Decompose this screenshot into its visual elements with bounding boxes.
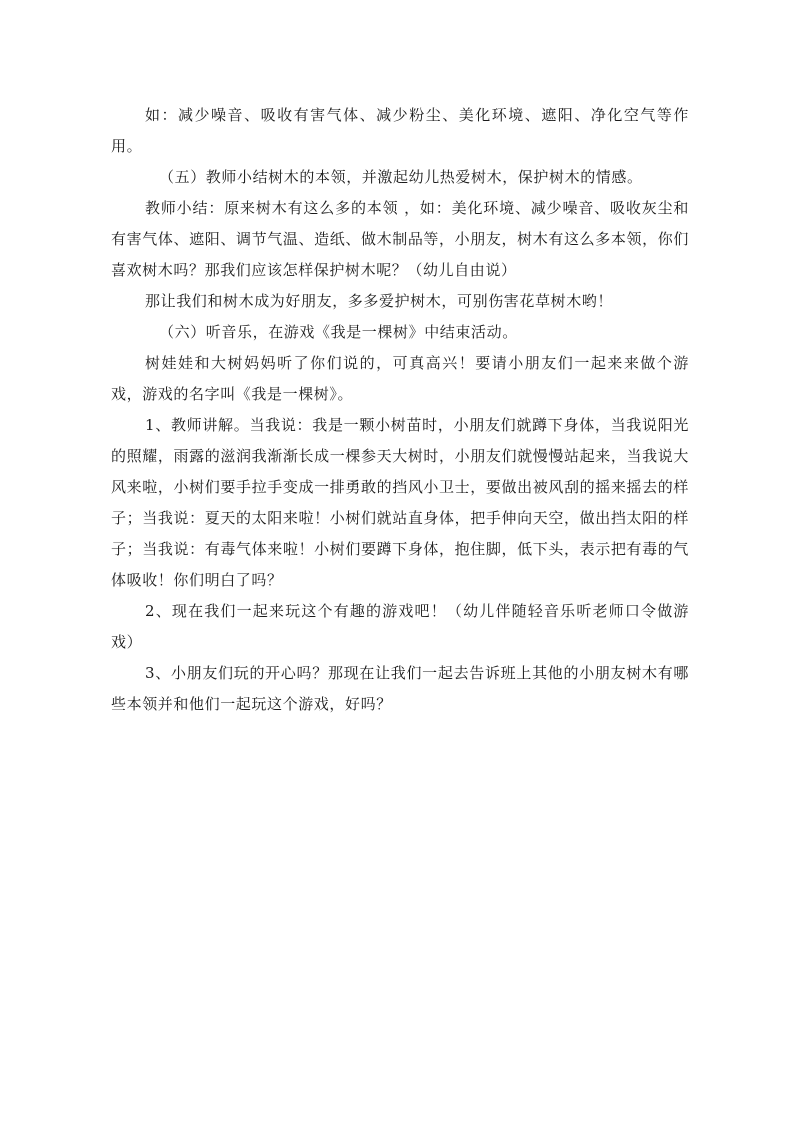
section-heading-5: （五）教师小结树木的本领，并激起幼儿热爱树木，保护树木的情感。 xyxy=(159,168,643,186)
paragraph-step-1: 1、教师讲解。当我说：我是一颗小树苗时，小朋友们就蹲下身体，当我说阳光的照耀，雨露的滋润我渐渐长成一棵参天大树时，小朋友们就慢慢站起来，当我说大风来啦，小树们要手拉手变成一排勇敢的挡风小卫士，要做出被风刮的摇来摇去的样子；当我说：夏天的太阳来啦！小树们就站直身体，把手伸向天空，做出挡太阳的样子；当我说：有毒气体来啦！小树们要蹲下身体，抱住脚，低下头，表示把有毒的气体吸收！你们明白了吗？ xyxy=(111,416,689,589)
paragraph-step-2: 2、现在我们一起来玩这个有趣的游戏吧！（幼儿伴随轻音乐听老师口令做游戏） xyxy=(111,602,689,651)
section-heading-6: （六）听音乐，在游戏《我是一棵树》中结束活动。 xyxy=(159,323,518,341)
document-page xyxy=(111,100,689,720)
paragraph-step-3: 3、小朋友们玩的开心吗？那现在让我们一起去告诉班上其他的小朋友树木有哪些本领并和他们一起玩这个游戏，好吗？ xyxy=(111,664,689,713)
paragraph-teacher-summary: 教师小结：原来树木有这么多的本领 ，如：美化环境、减少噪音、吸收灰尘和有害气体、遮阳、调节气温、造纸、做木制品等，小朋友，树木有这么多本领，你们喜欢树木吗？那我们应该怎样保护树木呢？（幼儿自由说） xyxy=(111,199,689,279)
paragraph-game-intro: 树娃娃和大树妈妈听了你们说的，可真高兴！要请小朋友们一起来来做个游戏，游戏的名字叫《我是一棵树》。 xyxy=(111,354,689,403)
paragraph-functions: 如：减少噪音、吸收有害气体、减少粉尘、美化环境、遮阳、净化空气等作用。 xyxy=(111,106,689,155)
paragraph-friends: 那让我们和树木成为好朋友，多多爱护树木，可别伤害花草树木哟！ xyxy=(145,292,614,310)
